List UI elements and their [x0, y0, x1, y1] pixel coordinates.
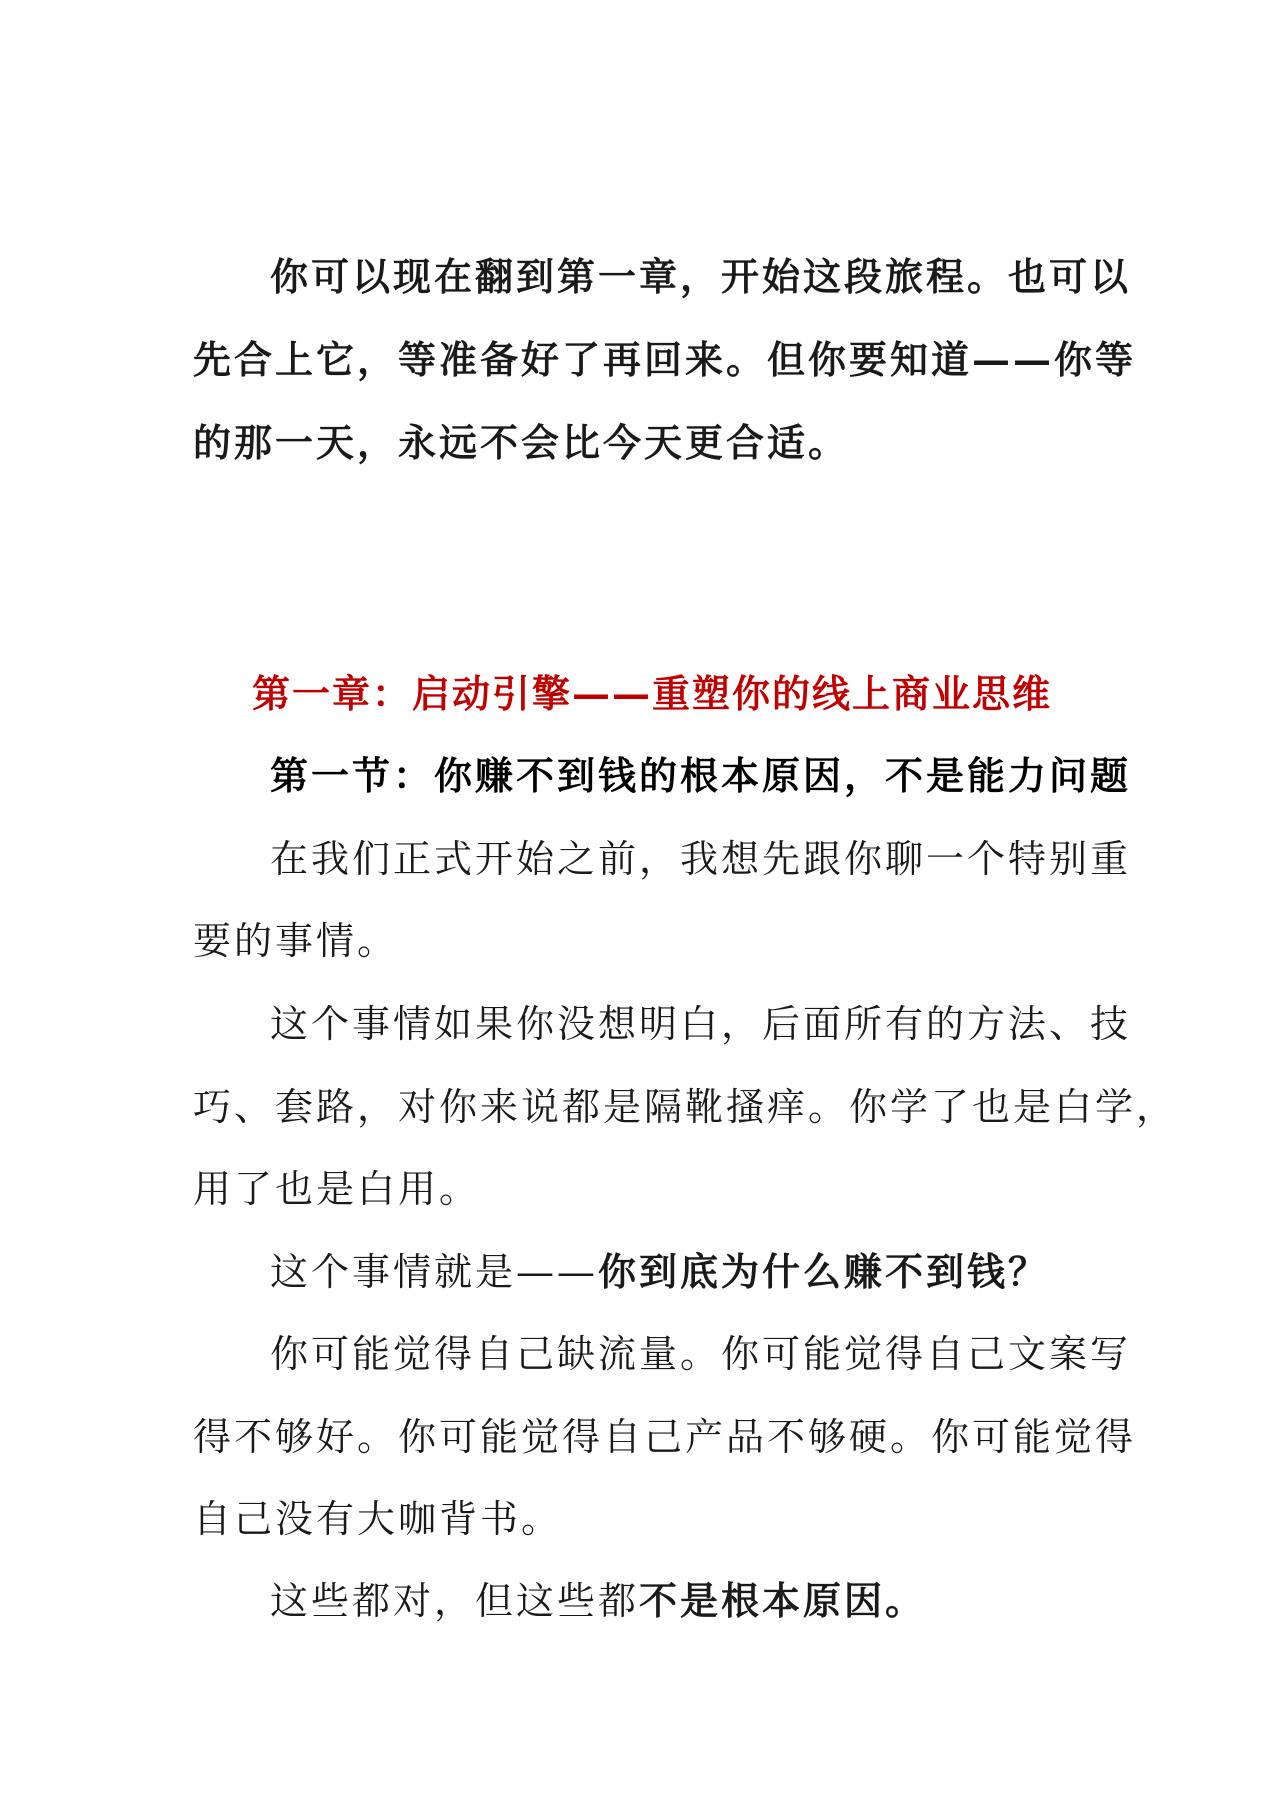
- intro-line-1: 你可以现在翻到第一章，开始这段旅程。也可以: [270, 254, 1132, 299]
- paragraph-4-line-3: 自己没有大咖背书。: [193, 1497, 563, 1541]
- intro-line-2: 先合上它，等准备好了再回来。但你要知道——你等: [193, 337, 1137, 382]
- paragraph-2-line-2: 巧、套路，对你来说都是隔靴搔痒。你学了也是白学，: [193, 1085, 1178, 1129]
- paragraph-3: 这个事情就是——你到底为什么赚不到钱？: [270, 1249, 1050, 1294]
- paragraph-4-line-1: 你可能觉得自己缺流量。你可能觉得自己文案写: [270, 1332, 1132, 1376]
- section-title: 第一节：你赚不到钱的根本原因，不是能力问题: [270, 753, 1132, 798]
- paragraph-1-line-1: 在我们正式开始之前，我想先跟你聊一个特别重: [270, 837, 1132, 881]
- paragraph-1-line-2: 要的事情。: [193, 919, 399, 963]
- paragraph-3-emphasis: 你到底为什么赚不到钱？: [598, 1249, 1050, 1294]
- paragraph-5-emphasis: 不是根本原因。: [639, 1578, 927, 1623]
- paragraph-4-line-2: 得不够好。你可能觉得自己产品不够硬。你可能觉得: [193, 1415, 1137, 1459]
- chapter-title: 第一章：启动引擎——重塑你的线上商业思维: [252, 671, 1053, 716]
- paragraph-2-line-3: 用了也是白用。: [193, 1167, 481, 1211]
- intro-line-3: 的那一天，永远不会比今天更合适。: [193, 420, 850, 465]
- paragraph-5: 这些都对，但这些都不是根本原因。: [270, 1578, 927, 1623]
- paragraph-2-line-1: 这个事情如果你没想明白，后面所有的方法、技: [270, 1002, 1132, 1046]
